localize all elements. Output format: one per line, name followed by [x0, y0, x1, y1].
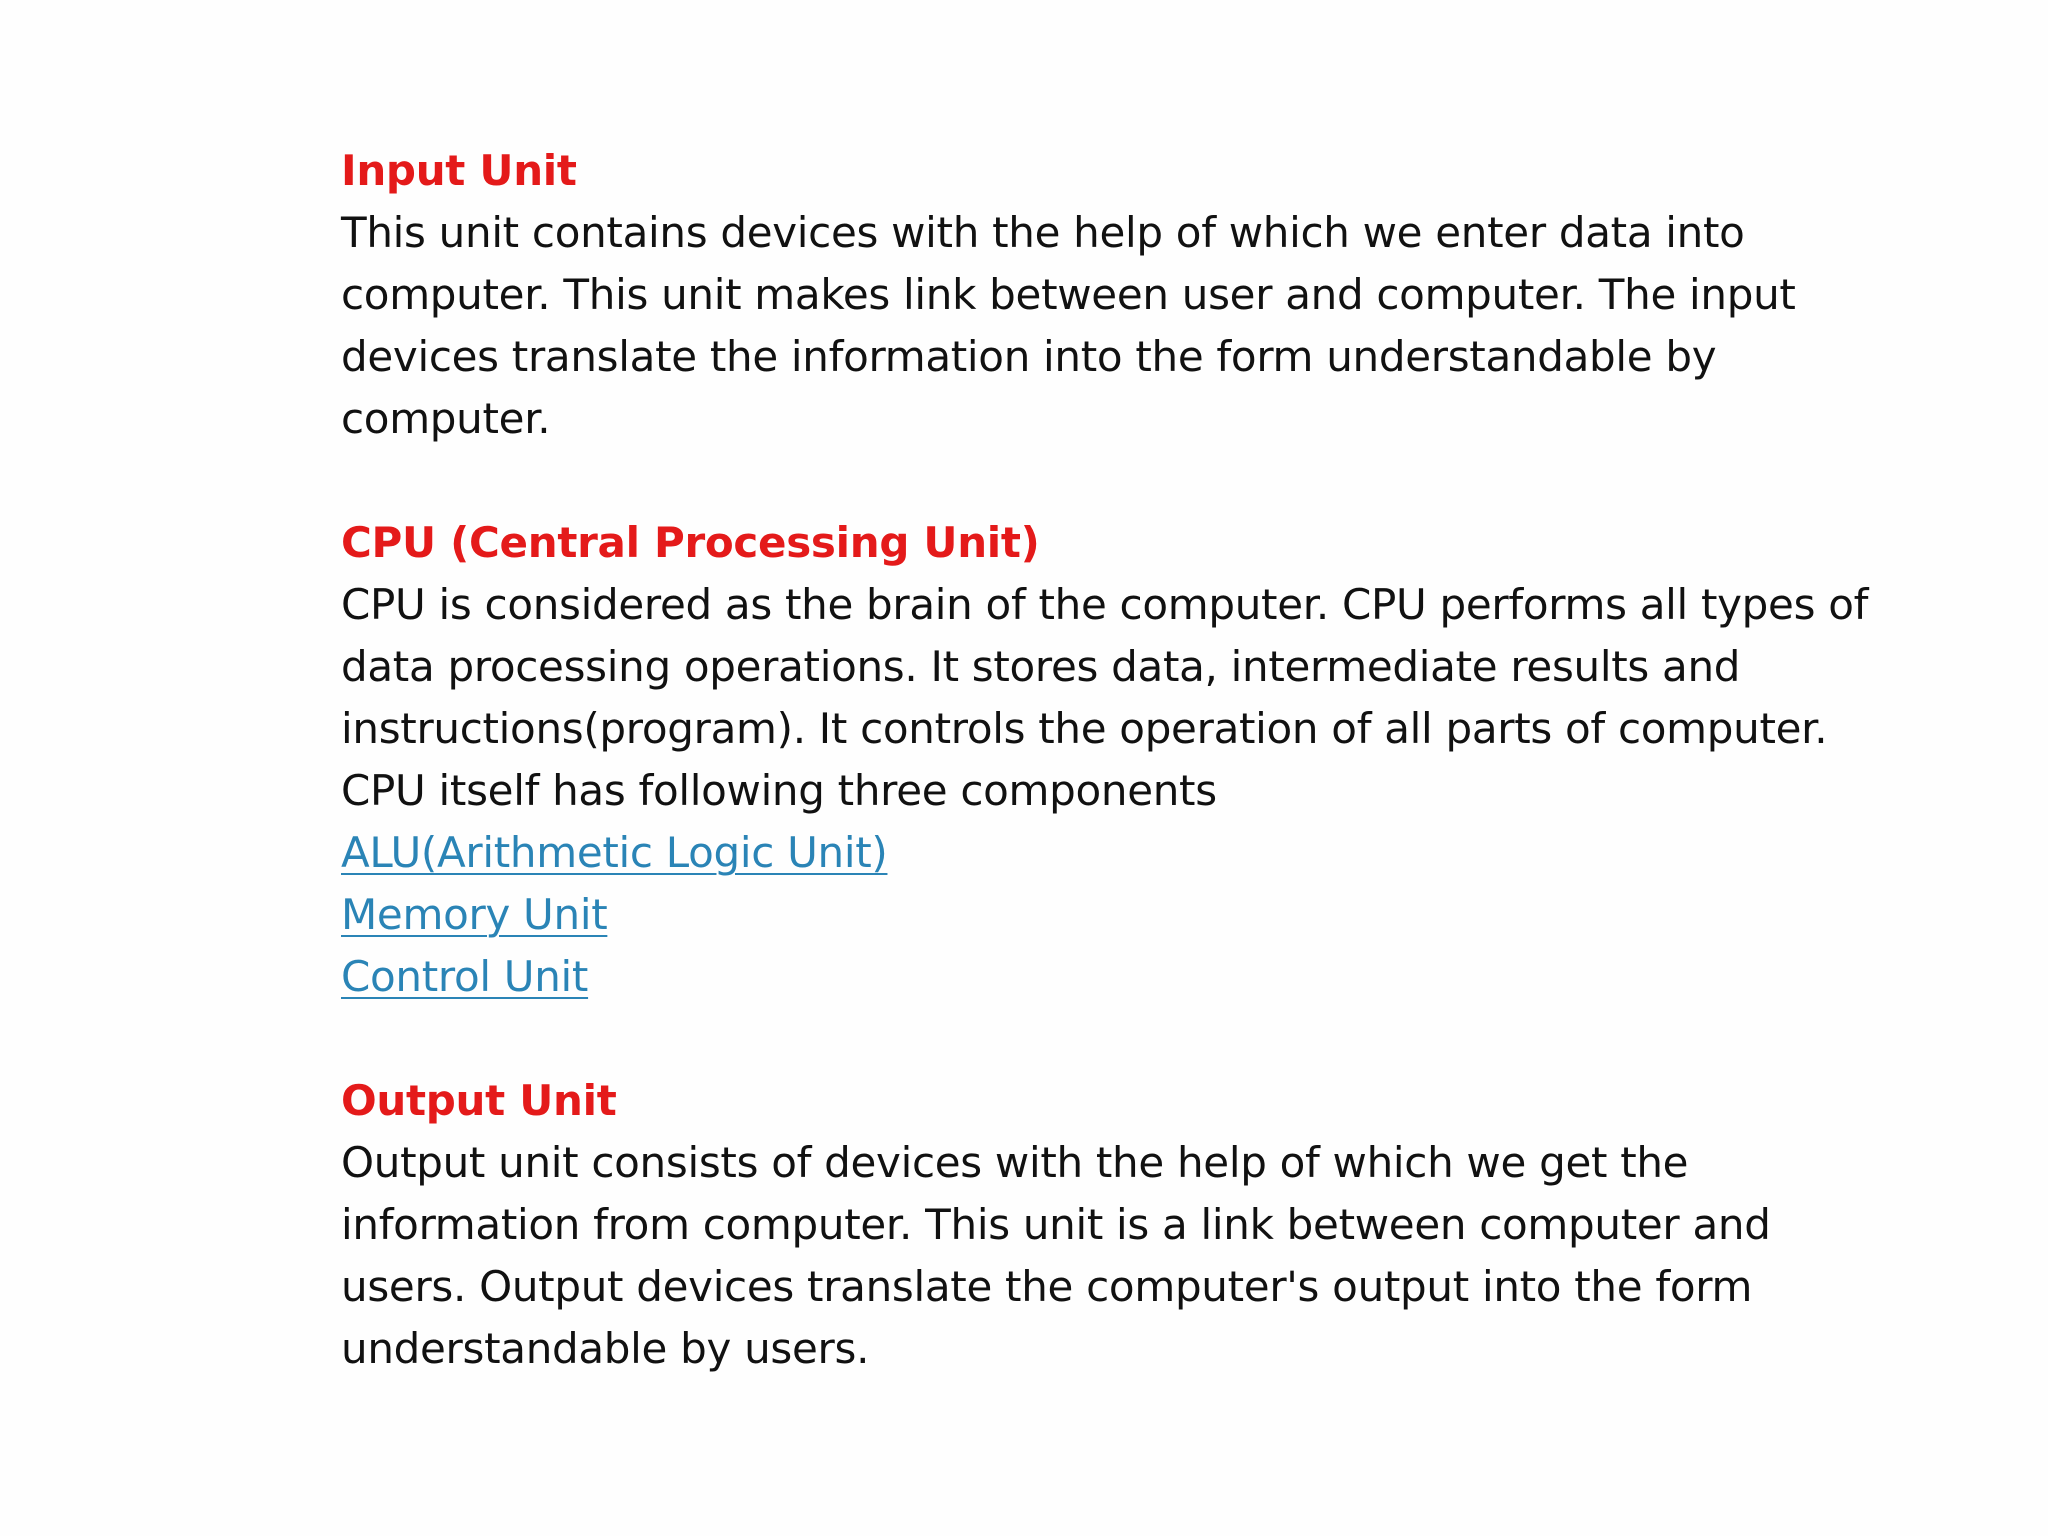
output-unit-section: [341, 1070, 1981, 1380]
cpu-components-list: [341, 822, 1981, 1008]
input-unit-paragraph: [341, 202, 1981, 450]
paragraph-line: CPU is considered as the brain of the computer. CPU performs all types of: [341, 580, 1869, 629]
cpu-paragraph: [341, 574, 1981, 822]
list-item: [341, 884, 1981, 946]
paragraph-line: computer. This unit makes link between user and computer. The input: [341, 270, 1796, 319]
paragraph-line: instructions(program). It controls the operation of all parts of computer.: [341, 704, 1828, 753]
cpu-heading: CPU (Central Processing Unit): [341, 518, 1040, 567]
paragraph-line: information from computer. This unit is a link between computer and: [341, 1200, 1771, 1249]
list-item: [341, 946, 1981, 1008]
output-unit-paragraph: [341, 1132, 1981, 1380]
input-unit-heading: Input Unit: [341, 146, 577, 195]
paragraph-line: This unit contains devices with the help of which we enter data into: [341, 208, 1745, 257]
input-unit-section: [341, 140, 1981, 450]
alu-link[interactable]: ALU(Arithmetic Logic Unit): [341, 828, 888, 877]
paragraph-line: users. Output devices translate the computer's output into the form: [341, 1262, 1753, 1311]
output-unit-heading: Output Unit: [341, 1076, 617, 1125]
cpu-section: [341, 512, 1981, 1008]
paragraph-line: data processing operations. It stores data, intermediate results and: [341, 642, 1741, 691]
paragraph-line: devices translate the information into the form understandable by: [341, 332, 1717, 381]
memory-unit-link[interactable]: Memory Unit: [341, 890, 608, 939]
slide-content: [341, 140, 1981, 1380]
paragraph-line: understandable by users.: [341, 1324, 870, 1373]
paragraph-line: CPU itself has following three components: [341, 766, 1217, 815]
paragraph-line: Output unit consists of devices with the help of which we get the: [341, 1138, 1689, 1187]
list-item: [341, 822, 1981, 884]
control-unit-link[interactable]: Control Unit: [341, 952, 589, 1001]
paragraph-line: computer.: [341, 394, 551, 443]
